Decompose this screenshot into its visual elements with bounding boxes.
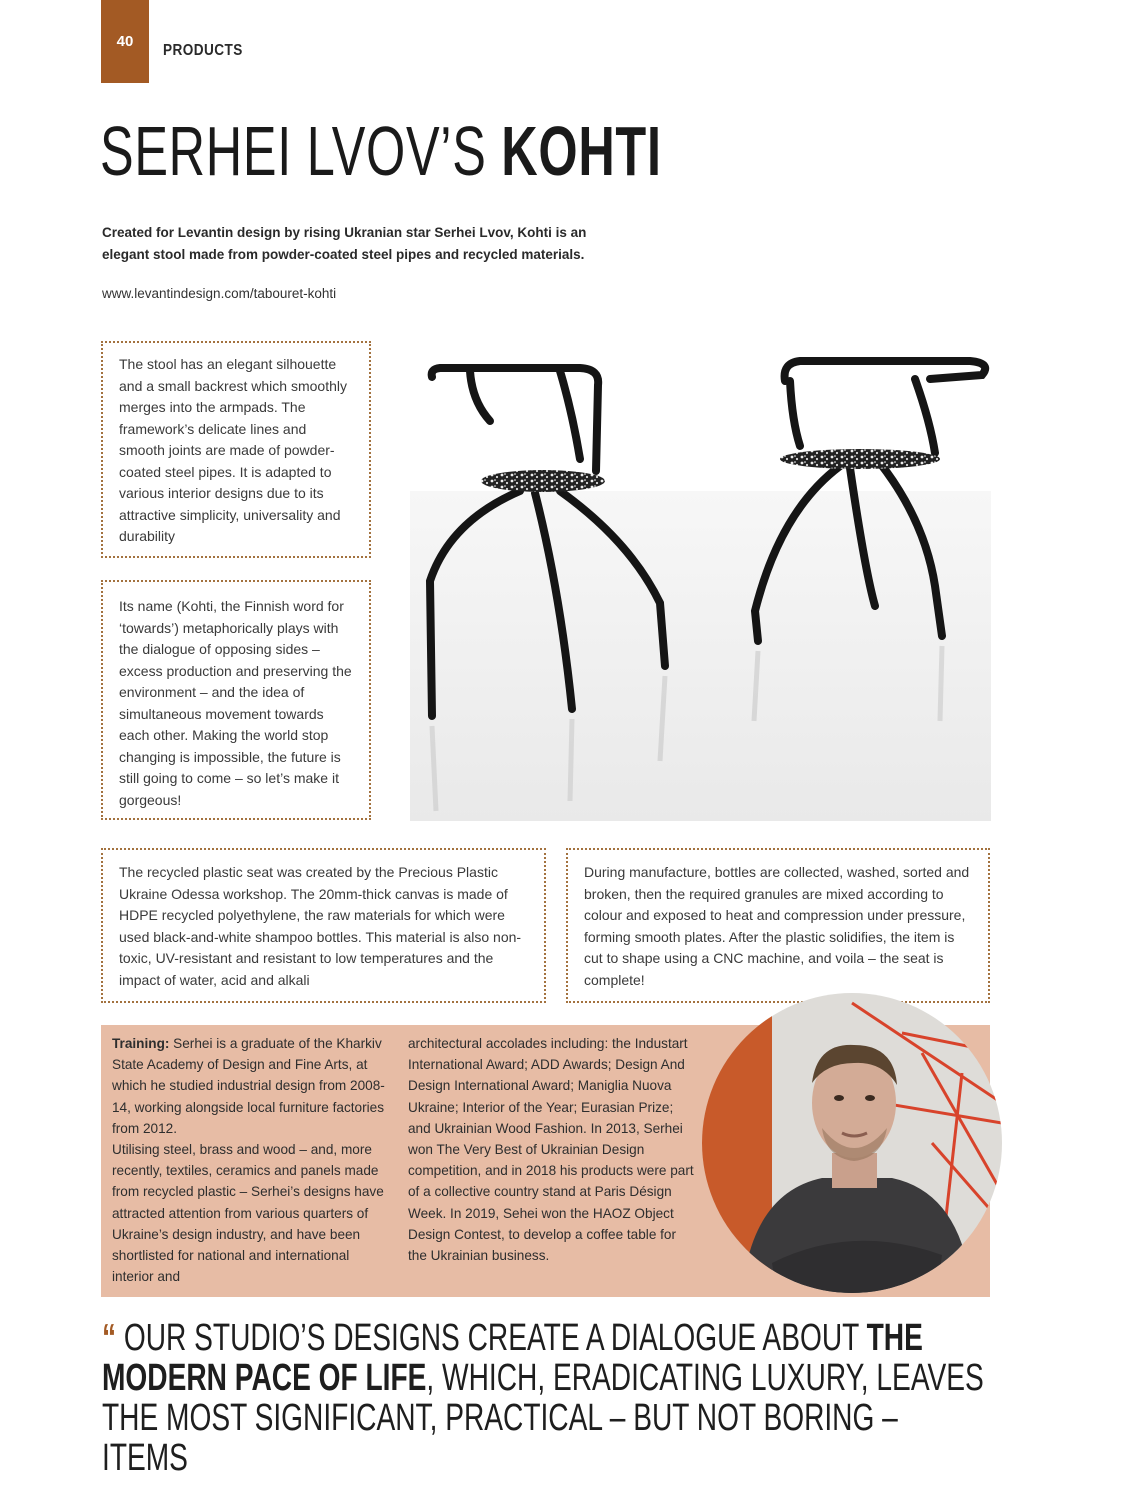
title-product: KOHTI: [501, 112, 662, 190]
lede-line-1: Created for Levantin design by rising Ukranian star Serhei Lvov, Kohti is an: [102, 225, 587, 240]
text-box-name: [101, 580, 371, 820]
quote-part-1: OUR STUDIO’S DESIGNS CREATE A DIALOGUE ABOUT: [116, 1317, 867, 1359]
text-box-seat-body: The recycled plastic seat was created by the Precious Plastic Ukraine Odessa workshop. The 20mm-thick canvas is made of HDPE recycled polyethylene, the raw materials for which were used black-and-white shampoo bottles. This material is also non-toxic, UV-resistant and resistant to low temperatures and the impact of water, acid and alkali: [119, 864, 522, 988]
pull-quote: [102, 1318, 990, 1478]
page-number-tab: [101, 0, 149, 83]
text-box-seat: [101, 848, 546, 1003]
bio-label: Training:: [112, 1036, 170, 1051]
text-box-silhouette: [101, 341, 371, 558]
article-title: [100, 106, 662, 196]
page-number: 40: [116, 33, 134, 50]
text-box-manufacture: [566, 848, 990, 1003]
article-lede: [102, 222, 662, 266]
text-box-silhouette-body: The stool has an elegant silhouette and a small backrest which smoothly merges into the armpads. The framework’s delicate lines and smooth joints are made of powder-coated steel pipes. It is adapted to various interior designs due to its attractive simplicity, universality and durability: [119, 356, 347, 544]
designer-portrait: [702, 993, 1002, 1293]
text-box-manufacture-body: During manufacture, bottles are collected, washed, sorted and broken, then the required granules are mixed according to colour and exposed to heat and compression under pressure, forming smooth plates. After the plastic solidifies, the item is cut to shape using a CNC machine, and voila – the seat is complete!: [584, 864, 970, 988]
product-url[interactable]: www.levantindesign.com/tabouret-kohti: [102, 286, 337, 301]
chairs-photo: [410, 341, 991, 821]
bio-column-1: [112, 1033, 390, 1287]
text-box-name-body: Its name (Kohti, the Finnish word for ‘towards’) metaphorically plays with the dialogue of opposing sides – excess production and preserving the environment – and the idea of simultaneous movement towards each other. Making the world stop changing is impossible, the future is still going to come – so let’s make it gorgeous!: [119, 598, 352, 808]
bio-col1-part1: Serhei is a graduate of the Kharkiv State Academy of Design and Fine Arts, at which he studied industrial design from 2008-14, working alongside local furniture factories from 2012.: [112, 1036, 385, 1136]
quote-mark: “: [102, 1317, 117, 1359]
quote-emphasis: THE MODERN PACE OF LIFE: [102, 1317, 923, 1399]
bio-column-2: [408, 1033, 698, 1266]
quote-part-2: , WHICH, ERADICATING LUXURY, LEAVES THE MOST SIGNIFICANT, PRACTICAL – BUT NOT BORING – ITEMS: [102, 1357, 984, 1479]
lede-line-2: elegant stool made from powder-coated steel pipes and recycled materials.: [102, 247, 585, 262]
section-label: PRODUCTS: [163, 42, 243, 59]
bio-col1-part2: Utilising steel, brass and wood – and, more recently, textiles, ceramics and panels made from recycled plastic – Serhei’s designs have attracted attention from various quarters of Ukraine’s design industry, and have been shortlisted for national and international interior and: [112, 1142, 384, 1285]
bio-col2-body: architectural accolades including: the Industart International Award; ADD Awards; Design And Design International Award; Maniglia Nuova Ukraine; Interior of the Year; Eurasian Prize; and Ukrainian Wood Fashion. In 2013, Serhei won The Very Best of Ukrainian Design competition, and in 2018 his products were part of a collective country stand at Paris Désign Week. In 2019, Sehei won the HAOZ Object Design Contest, to develop a coffee table for the Ukrainian business.: [408, 1036, 694, 1264]
title-designer: SERHEI LVOV’S: [100, 112, 502, 190]
